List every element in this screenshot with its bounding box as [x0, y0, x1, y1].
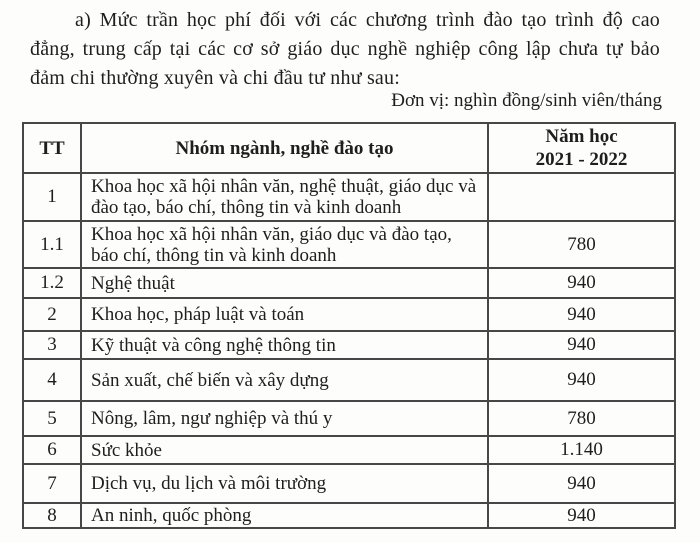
table-row: [23, 173, 675, 221]
row-index-cell: 1.1: [23, 221, 81, 268]
group-name-cell: Kỹ thuật và công nghệ thông tin: [81, 331, 488, 359]
row-index-cell: 6: [23, 436, 81, 464]
row-index-cell: 4: [23, 359, 81, 401]
row-index-cell: 3: [23, 331, 81, 359]
fee-value-cell: 940: [488, 268, 675, 298]
group-name-cell: Sức khỏe: [81, 436, 488, 464]
fee-value-cell: 940: [488, 503, 675, 528]
group-name-cell: Nghệ thuật: [81, 268, 488, 298]
header-cell-tt: TT: [23, 123, 81, 173]
table-row: [23, 298, 675, 331]
unit-note: Đơn vị: nghìn đồng/sinh viên/tháng: [391, 90, 662, 111]
row-index-cell: 8: [23, 503, 81, 528]
header-year-line1: Năm học: [545, 126, 618, 147]
table-row: [23, 331, 675, 359]
header-cell-year: [488, 123, 675, 173]
tuition-fee-table: [22, 122, 676, 529]
fee-value-cell: 940: [488, 298, 675, 331]
row-index-cell: 1: [23, 173, 81, 221]
fee-value-cell: [488, 173, 675, 221]
table-row: [23, 436, 675, 464]
row-index-cell: 7: [23, 464, 81, 503]
table-row: [23, 359, 675, 401]
document-page: [0, 6, 700, 543]
fee-value-cell: 780: [488, 401, 675, 436]
group-name-cell: An ninh, quốc phòng: [81, 503, 488, 528]
row-index-cell: 2: [23, 298, 81, 331]
group-name-cell: Dịch vụ, du lịch và môi trường: [81, 464, 488, 503]
header-cell-group: Nhóm ngành, nghề đào tạo: [81, 123, 488, 173]
group-name-cell: Nông, lâm, ngư nghiệp và thú y: [81, 401, 488, 436]
fee-value-cell: 1.140: [488, 436, 675, 464]
table-row: [23, 503, 675, 528]
fee-value-cell: 940: [488, 359, 675, 401]
table-row: [23, 268, 675, 298]
intro-paragraph: a) Mức trần học phí đối với các chương trình đào tạo trình độ cao đẳng, trung cấp tại các cơ sở giáo dục nghề nghiệp công lập chưa tự bảo đảm chi thường xuyên và chi đầu tư như sau:: [30, 9, 660, 89]
group-name-cell: Khoa học xã hội nhân văn, nghệ thuật, giáo dục và đào tạo, báo chí, thông tin và kinh doanh: [81, 173, 488, 221]
table-row: [23, 221, 675, 268]
row-index-cell: 5: [23, 401, 81, 436]
group-name-cell: Sản xuất, chế biến và xây dựng: [81, 359, 488, 401]
table-row: [23, 401, 675, 436]
fee-value-cell: 940: [488, 464, 675, 503]
group-name-cell: Khoa học xã hội nhân văn, giáo dục và đào tạo, báo chí, thông tin và kinh doanh: [81, 221, 488, 268]
group-name-cell: Khoa học, pháp luật và toán: [81, 298, 488, 331]
row-index-cell: 1.2: [23, 268, 81, 298]
fee-value-cell: 940: [488, 331, 675, 359]
fee-value-cell: 780: [488, 221, 675, 268]
header-year-line2: 2021 - 2022: [535, 149, 628, 170]
table-header-row: [23, 123, 675, 173]
table-row: [23, 464, 675, 503]
